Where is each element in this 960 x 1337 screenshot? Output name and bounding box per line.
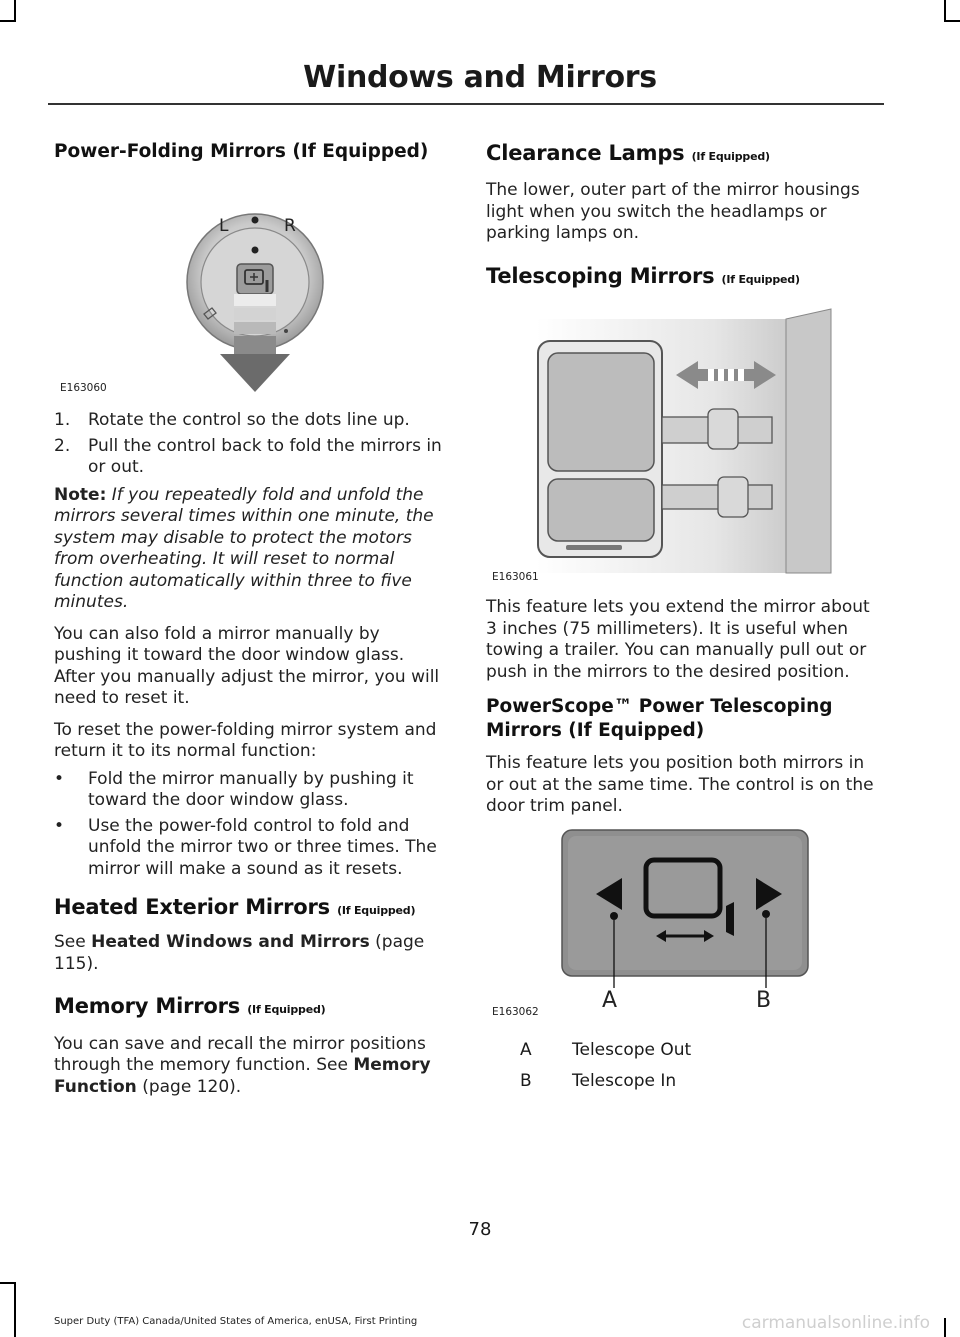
powerscope-heading: PowerScope™ Power Telescoping Mirrors (If Equipped): [486, 696, 833, 742]
watermark: carmanualsonline.info: [741, 1313, 930, 1333]
telescoping-heading: Telescoping Mirrors (If Equipped): [486, 263, 800, 288]
crop-mark: [14, 0, 16, 22]
telescoping-mirror-illustration: [486, 289, 882, 585]
powerscope-text: This feature lets you position both mirrors in or out at the same time. The control is on the door trim panel.: [486, 753, 874, 817]
clearance-lamps-text: The lower, outer part of the mirror housings light when you switch the headlamps or parking lamps on.: [486, 180, 860, 244]
page-title: Windows and Mirrors: [303, 60, 657, 95]
manual-fold-paragraph: You can also fold a mirror manually by pushing it toward the door window glass. After you manually adjust the mirror, you will need to reset it.: [54, 623, 440, 709]
powerscope-figure: [486, 826, 882, 1026]
crop-mark: [944, 0, 946, 22]
power-fold-figure: [54, 164, 450, 396]
left-column: [54, 140, 450, 1098]
list-item: B Telescope In: [520, 1071, 677, 1092]
crop-mark: [14, 1282, 16, 1337]
list-item: 2. Pull the control back to fold the mirrors in or out.: [54, 435, 442, 478]
crop-mark: [0, 20, 16, 22]
telescoping-figure: [486, 289, 882, 585]
powerscope-switch-illustration: [486, 826, 882, 1026]
crop-mark: [0, 1282, 16, 1284]
memory-mirrors-text: You can save and recall the mirror positions through the memory function. See Memory Function (page 120).: [54, 1033, 431, 1097]
heated-mirrors-heading: Heated Exterior Mirrors (If Equipped): [54, 895, 416, 920]
fold-steps: [54, 410, 450, 479]
header-rule: [48, 103, 884, 105]
list-item: • Use the power-fold control to fold and unfold the mirror two or three times. The mirror will make a sound as it resets.: [54, 815, 437, 879]
memory-function-link[interactable]: Memory Function: [54, 1055, 431, 1097]
telescoping-text: This feature lets you extend the mirror about 3 inches (75 millimeters). It is useful when towing a trailer. You can manually pull out or push in the mirrors to the desired position.: [486, 597, 870, 682]
callout-legend: [520, 1040, 882, 1093]
list-item: 1. Rotate the control so the dots line up.: [54, 410, 410, 431]
reset-bullets: [54, 769, 450, 881]
figure-id: E163062: [492, 1005, 539, 1018]
page-number: 78: [468, 1219, 492, 1240]
callout-a: A: [602, 987, 618, 1013]
power-fold-control-illustration: [54, 164, 450, 396]
list-item: A Telescope Out: [520, 1039, 692, 1060]
footer-text: Super Duty (TFA) Canada/United States of America, enUSA, First Printing: [54, 1316, 418, 1327]
dial-label-r: R: [284, 216, 296, 237]
dial-label-l: L: [219, 216, 229, 237]
reset-paragraph: To reset the power-folding mirror system and return it to its normal function:: [54, 719, 437, 762]
crop-mark: [944, 1318, 946, 1337]
heated-mirrors-link[interactable]: Heated Windows and Mirrors: [91, 932, 370, 953]
callout-b: B: [756, 987, 772, 1013]
memory-mirrors-heading: Memory Mirrors (If Equipped): [54, 994, 326, 1019]
crop-mark: [944, 20, 960, 22]
figure-id: E163060: [60, 382, 107, 395]
heated-mirrors-text: See Heated Windows and Mirrors (page 115).: [54, 932, 425, 974]
clearance-lamps-heading: Clearance Lamps (If Equipped): [486, 141, 770, 165]
right-column: [486, 140, 882, 1103]
note: Note: If you repeatedly fold and unfold the mirrors several times within one minute, the system may disable to protect the motors from overheating. It will reset to normal function automatically within three to five minutes.: [54, 484, 434, 613]
list-item: • Fold the mirror manually by pushing it toward the door window glass.: [54, 768, 414, 811]
power-folding-heading: Power-Folding Mirrors (If Equipped): [54, 141, 429, 162]
figure-id: E163061: [492, 571, 539, 583]
